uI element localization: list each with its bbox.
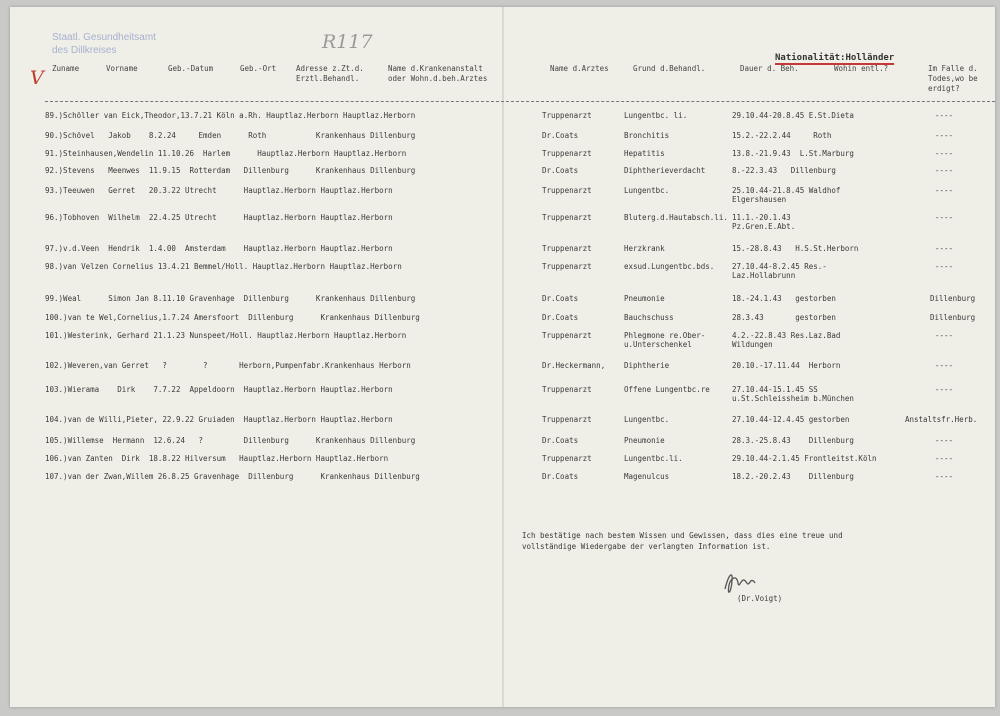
row-burial: ---- [935,131,954,140]
row-person-info: 107.)van der Zwan,Willem 26.8.25 Gravenhage Dillenburg Krankenhaus Dillenburg [45,472,420,481]
header-duration: Dauer d. Beh. [740,64,799,73]
table-row [10,213,995,231]
row-duration: 15.-28.8.43 H.S.St.Herborn [732,244,859,253]
row-burial: ---- [935,454,954,463]
row-reason: Lungentbc. [624,186,670,195]
table-row [10,166,995,180]
row-doctor: Dr.Coats [542,313,579,322]
row-reason: Lungentbc.li. [624,454,683,463]
row-doctor: Truppenarzt [542,385,592,394]
row-duration: 18.-24.1.43 gestorben [732,294,836,303]
table-row [10,472,995,486]
table-row [10,436,995,450]
office-stamp [52,31,156,57]
red-check-mark: V [30,67,44,89]
row-person-info: 90.)Schövel Jakob 8.2.24 Emden Roth Krankenhaus Dillenburg [45,131,416,140]
row-duration: 28.3.-25.8.43 Dillenburg [732,436,854,445]
header-birth-date: Geb.-Datum [168,64,214,73]
row-reason: Bluterg.d.Hautabsch.li. [624,213,728,222]
row-duration: 29.10.44-2.1.45 Frontleitst.Köln [732,454,877,463]
row-doctor: Dr.Coats [542,472,579,481]
header-rule [45,101,995,102]
row-doctor: Truppenarzt [542,186,592,195]
header-whereabouts: Wohin entl.? [834,64,889,73]
stamp-line-1: Staatl. Gesundheitsamt [52,32,156,43]
nationality-heading: Nationalität:Holländer [775,53,895,63]
row-person-info: 98.)van Velzen Cornelius 13.4.21 Bemmel/Holl. Hauptlaz.Herborn Hauptlaz.Herborn [45,262,402,271]
row-reason: Diphtherie [624,361,670,370]
row-duration: 11.1.-20.1.43 Pz.Gren.E.Abt. [732,213,796,231]
row-doctor: Truppenarzt [542,454,592,463]
row-reason: Herzkrank [624,244,665,253]
row-burial: ---- [935,186,954,195]
row-burial: ---- [935,166,954,175]
row-reason: Pneumonie [624,436,665,445]
row-duration: 25.10.44-21.8.45 Waldhof Elgershausen [732,186,841,204]
stamp-line-2: des Dillkreises [52,45,117,56]
table-row [10,313,995,327]
row-burial: ---- [935,111,954,120]
row-reason: Lungentbc. [624,415,670,424]
row-duration: 15.2.-22.2.44 Roth [732,131,832,140]
row-reason: Offene Lungentbc.re [624,385,710,394]
row-burial: ---- [935,244,954,253]
row-reason: Diphtherieverdacht [624,166,706,175]
row-reason: Lungentbc. li. [624,111,688,120]
row-person-info: 96.)Tobhoven Wilhelm 22.4.25 Utrecht Hauptlaz.Herborn Hauptlaz.Herborn [45,213,393,222]
table-row [10,361,995,375]
row-burial: ---- [935,385,954,394]
row-burial: ---- [935,361,954,370]
row-duration: 27.10.44-15.1.45 SS u.St.Schleissheim b.München [732,385,854,403]
row-duration: 20.10.-17.11.44 Herborn [732,361,841,370]
row-reason: Pneumonie [624,294,665,303]
row-doctor: Truppenarzt [542,149,592,158]
row-doctor: Dr.Coats [542,131,579,140]
row-duration: 27.10.44-8.2.45 Res.-Laz.Hollabrunn [732,262,827,280]
row-burial: Dillenburg [930,294,976,303]
row-burial: Dillenburg [930,313,976,322]
header-birth-place: Geb.-Ort [240,64,277,73]
row-duration: 27.10.44-12.4.45 gestorben [732,415,850,424]
row-duration: 8.-22.3.43 Dillenburg [732,166,836,175]
row-reason: Hepatitis [624,149,665,158]
row-burial: ---- [935,262,954,271]
header-address: Adresse z.Zt.d. Erztl.Behandl. [296,64,364,83]
row-person-info: 89.)Schöller van Eick,Theodor,13.7.21 Köln a.Rh. Hauptlaz.Herborn Hauptlaz.Herborn [45,111,416,120]
row-doctor: Dr.Coats [542,294,579,303]
row-duration: 29.10.44-20.8.45 E.St.Dieta [732,111,854,120]
row-doctor: Dr.Coats [542,436,579,445]
table-row [10,149,995,163]
row-burial: Anstaltsfr.Herb. [905,415,978,424]
row-doctor: Truppenarzt [542,262,592,271]
row-burial: ---- [935,331,954,340]
row-burial: ---- [935,149,954,158]
row-burial: ---- [935,436,954,445]
row-reason: Magenulcus [624,472,670,481]
header-reason: Grund d.Behandl. [633,64,706,73]
table-row [10,415,995,429]
header-surname: Zuname [52,64,80,73]
row-person-info: 93.)Teeuwen Gerret 20.3.22 Utrecht Hauptlaz.Herborn Hauptlaz.Herborn [45,186,393,195]
row-doctor: Truppenarzt [542,331,592,340]
header-first-name: Vorname [106,64,138,73]
row-doctor: Truppenarzt [542,415,592,424]
row-reason: Bronchitis [624,131,670,140]
header-hospital: Name d.Krankenanstalt oder Wohn.d.beh.Arztes [388,64,488,83]
row-doctor: Dr.Heckermann, [542,361,606,370]
row-reason: Phlegmone re.Ober-u.Unterschenkel [624,331,706,349]
row-duration: 18.2.-20.2.43 Dillenburg [732,472,854,481]
row-duration: 13.8.-21.9.43 L.St.Marburg [732,149,854,158]
row-person-info: 103.)Wierama Dirk 7.7.22 Appeldoorn Hauptlaz.Herborn Hauptlaz.Herborn [45,385,393,394]
row-person-info: 92.)Stevens Meenwes 11.9.15 Rotterdam Dillenburg Krankenhaus Dillenburg [45,166,416,175]
signer-name: (Dr.Voigt) [737,594,783,603]
table-row [10,244,995,258]
certification-statement: Ich bestätige nach bestem Wissen und Gewissen, dass dies eine treue und vollständige Wiedergabe der verlangten Information ist. [522,531,843,551]
row-doctor: Dr.Coats [542,166,579,175]
row-reason: Bauchschuss [624,313,674,322]
header-death-burial: Im Falle d. Todes,wo be erdigt? [928,64,978,93]
row-person-info: 106.)van Zanten Dirk 18.8.22 Hilversum Hauptlaz.Herborn Hauptlaz.Herborn [45,454,389,463]
row-person-info: 99.)Weal Simon Jan 8.11.10 Gravenhage Dillenburg Krankenhaus Dillenburg [45,294,416,303]
row-person-info: 100.)van te Wel,Cornelius,1.7.24 Amersfoort Dillenburg Krankenhaus Dillenburg [45,313,420,322]
table-row [10,111,995,125]
row-person-info: 105.)Willemse Hermann 12.6.24 ? Dillenburg Krankenhaus Dillenburg [45,436,416,445]
table-row [10,294,995,308]
header-doctor: Name d.Arztes [550,64,609,73]
table-row [10,262,995,280]
row-person-info: 91.)Steinhausen,Wendelin 11.10.26 Harlem Hauptlaz.Herborn Hauptlaz.Herborn [45,149,407,158]
row-doctor: Truppenarzt [542,213,592,222]
table-row [10,331,995,349]
table-row [10,454,995,468]
pencil-note: R117 [322,31,373,53]
row-duration: 4.2.-22.8.43 Res.Laz.Bad Wildungen [732,331,841,349]
row-duration: 28.3.43 gestorben [732,313,836,322]
document-sheet [10,7,995,707]
table-row [10,186,995,204]
row-person-info: 102.)Weveren,van Gerret ? ? Herborn,Pumpenfabr.Krankenhaus Herborn [45,361,411,370]
row-person-info: 101.)Westerink, Gerhard 21.1.23 Nunspeet/Holl. Hauptlaz.Herborn Hauptlaz.Herborn [45,331,407,340]
row-burial: ---- [935,213,954,222]
table-row [10,385,995,403]
row-burial: ---- [935,472,954,481]
table-row [10,131,995,145]
row-reason: exsud.Lungentbc.bds. [624,262,715,271]
row-doctor: Truppenarzt [542,111,592,120]
row-doctor: Truppenarzt [542,244,592,253]
row-person-info: 104.)van de Willi,Pieter, 22.9.22 Gruiaden Hauptlaz.Herborn Hauptlaz.Herborn [45,415,393,424]
row-person-info: 97.)v.d.Veen Hendrik 1.4.00 Amsterdam Hauptlaz.Herborn Hauptlaz.Herborn [45,244,393,253]
